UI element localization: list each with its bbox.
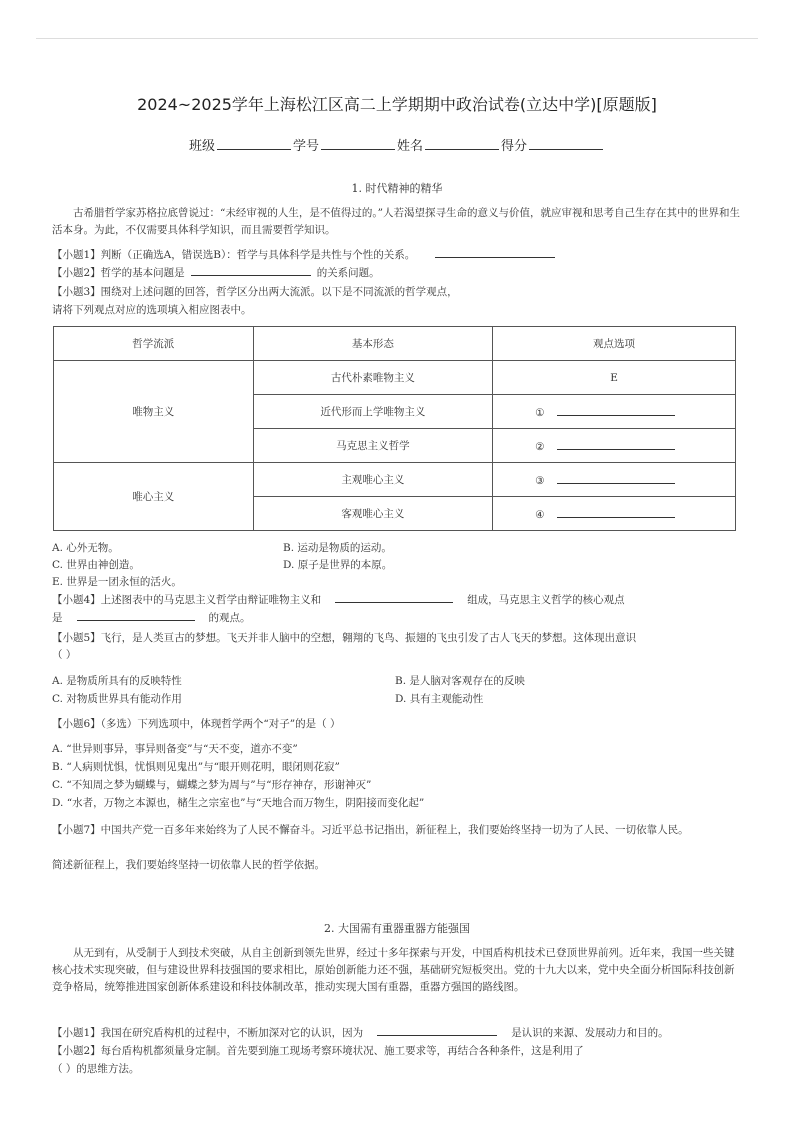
- id-field[interactable]: [321, 137, 395, 150]
- answer-blank-1-1[interactable]: [435, 247, 555, 258]
- question-1-3-line1: 【小题3】围绕对上述问题的回答，哲学区分出两大流派。以下是不同流派的哲学观点，: [52, 286, 458, 298]
- q6-option-d: D. “水者，万物之本源也，槠生之宗室也”与“天地合而万物生，阴阳接而变化起”: [52, 797, 425, 809]
- question-1-3-line2: 请将下列观点对应的选项填入相应图表中。: [52, 304, 252, 316]
- answer-cell: ①: [493, 395, 736, 429]
- question-1-7-prompt: 简述新征程上，我们要始终坚持一切依靠人民的哲学依据。: [52, 859, 325, 871]
- question-1-2: 【小题2】哲学的基本问题是 的关系问题。: [52, 267, 380, 279]
- question-1-5: 【小题5】飞行，是人类亘古的梦想。飞天并非人脑中的空想，翱翔的飞鸟、振翅的飞虫引发了古人飞天的梦想。这体现出意识: [52, 632, 637, 644]
- answer-blank-4[interactable]: [557, 507, 675, 518]
- answer-cell: ④: [493, 497, 736, 531]
- question-2-1: 【小题1】我国在研究盾构机的过程中，不断加深对它的认识，因为 是认识的来源、发展动力和目的。: [52, 1027, 669, 1039]
- table-row: [54, 463, 736, 497]
- q5-option-c: C. 对物质世界具有能动作用: [52, 693, 182, 705]
- class-label: 班级: [188, 139, 215, 154]
- answer-blank-2[interactable]: [557, 439, 675, 450]
- question-1-5-bracket: （ ）: [52, 649, 77, 661]
- choice-a: A. 心外无物。: [52, 542, 119, 554]
- table-row: [54, 361, 736, 395]
- table-header-row: [54, 327, 736, 361]
- answer-blank-1-4b[interactable]: [77, 610, 195, 621]
- question-1-1: 【小题1】判断（正确选A，错误选B）：哲学与具体科学是共性与个性的关系。: [52, 247, 742, 264]
- form-cell: 古代朴素唯物主义: [253, 361, 493, 395]
- id-label: 学号: [292, 139, 319, 154]
- student-info-line: [0, 135, 794, 154]
- q5-option-b: B. 是人脑对客观存在的反映: [395, 675, 525, 687]
- q6-option-b: B. “人病则忧惧，忧惧则见鬼出”与“眼开则花明，眼闭则花寂”: [52, 761, 340, 773]
- answer-cell: ③: [493, 463, 736, 497]
- answer-cell: ②: [493, 429, 736, 463]
- group-materialism: 唯物主义: [54, 361, 254, 463]
- answer-blank-3[interactable]: [557, 473, 675, 484]
- q6-option-c: C. “不知周之梦为蝴蝶与，蝴蝶之梦为周与”与“形存神存，形谢神灭”: [52, 779, 372, 791]
- question-1-4: 【小题4】上述图表中的马克思主义哲学由辩证唯物主义和 组成，马克思主义哲学的核心观点: [52, 594, 625, 606]
- answer-blank-1-4a[interactable]: [335, 592, 453, 603]
- form-cell: 主观唯心主义: [253, 463, 493, 497]
- name-field[interactable]: [425, 137, 499, 150]
- question-2-2-bracket: （ ）的思维方法。: [52, 1063, 140, 1075]
- q5-option-a: A. 是物质所具有的反映特性: [52, 675, 182, 687]
- form-cell: 客观唯心主义: [253, 497, 493, 531]
- class-field[interactable]: [217, 137, 291, 150]
- name-label: 姓名: [397, 139, 424, 154]
- answer-cell: E: [493, 361, 736, 395]
- page-title: 2024~2025学年上海松江区高二上学期期中政治试卷(立达中学)[原题版]: [137, 95, 657, 114]
- question-1-7: 【小题7】中国共产党一百多年来始终为了人民不懈奋斗。习近平总书记指出，新征程上，我们要始终坚持一切为了人民、一切依靠人民。: [52, 824, 689, 836]
- answer-blank-1[interactable]: [557, 405, 675, 416]
- header-rule: [36, 38, 758, 39]
- philosophy-table: [53, 326, 736, 531]
- choice-c: C. 世界由神创造。: [52, 559, 140, 571]
- choice-d: D. 原子是世界的本原。: [283, 559, 393, 571]
- q5-option-d: D. 具有主观能动性: [395, 693, 484, 705]
- header-school: 哲学流派: [54, 327, 254, 361]
- answer-blank-2-1[interactable]: [377, 1025, 497, 1036]
- q6-option-a: A. “世异则事异，事异则备变”与“天不变，道亦不变”: [52, 743, 298, 755]
- section-2-title: 2. 大国需有重器重器方能强国: [324, 922, 470, 935]
- form-cell: 近代形而上学唯物主义: [253, 395, 493, 429]
- score-field[interactable]: [529, 137, 603, 150]
- section-1-intro: 古希腊哲学家苏格拉底曾说过：“未经审视的人生，是不值得过的。”人若渴望探寻生命的意义与价值，就应审视和思考自己生存在其中的世界和生活本身。为此，不仅需要具体科学知识，而且需要哲学知识。: [52, 207, 740, 236]
- answer-blank-1-2[interactable]: [191, 265, 311, 276]
- choice-b: B. 运动是物质的运动。: [283, 542, 392, 554]
- header-form: 基本形态: [253, 327, 493, 361]
- section-1-title: 1. 时代精神的精华: [351, 182, 443, 195]
- group-idealism: 唯心主义: [54, 463, 254, 531]
- choice-e: E. 世界是一团永恒的活火。: [52, 576, 182, 588]
- form-cell: 马克思主义哲学: [253, 429, 493, 463]
- question-1-6: 【小题6】（多选）下列选项中，体现哲学两个“对子”的是（ ）: [52, 718, 341, 730]
- header-options: 观点选项: [493, 327, 736, 361]
- question-2-2: 【小题2】每台盾构机都须量身定制。首先要到施工现场考察环境状况、施工要求等，再结合各种条件，这是利用了: [52, 1045, 584, 1057]
- section-2-intro: 从无到有，从受制于人到技术突破，从自主创新到领先世界，经过十多年探索与开发，中国盾构机技术已登顶世界前列。近年来，我国一些关键核心技术实现突破，但与建设世界科技强国的要求相比，原始创新能力还不强，基础研究短板突出。党的十九大以来，党中央全面分析国际科技创新竞争格局，统筹推进国家创新体系建设和科技体制改革，推动实现大国有重器，重器方强国的路线图。: [52, 947, 735, 993]
- score-label: 得分: [501, 139, 528, 154]
- question-1-4-cont: 是 的观点。: [52, 612, 251, 624]
